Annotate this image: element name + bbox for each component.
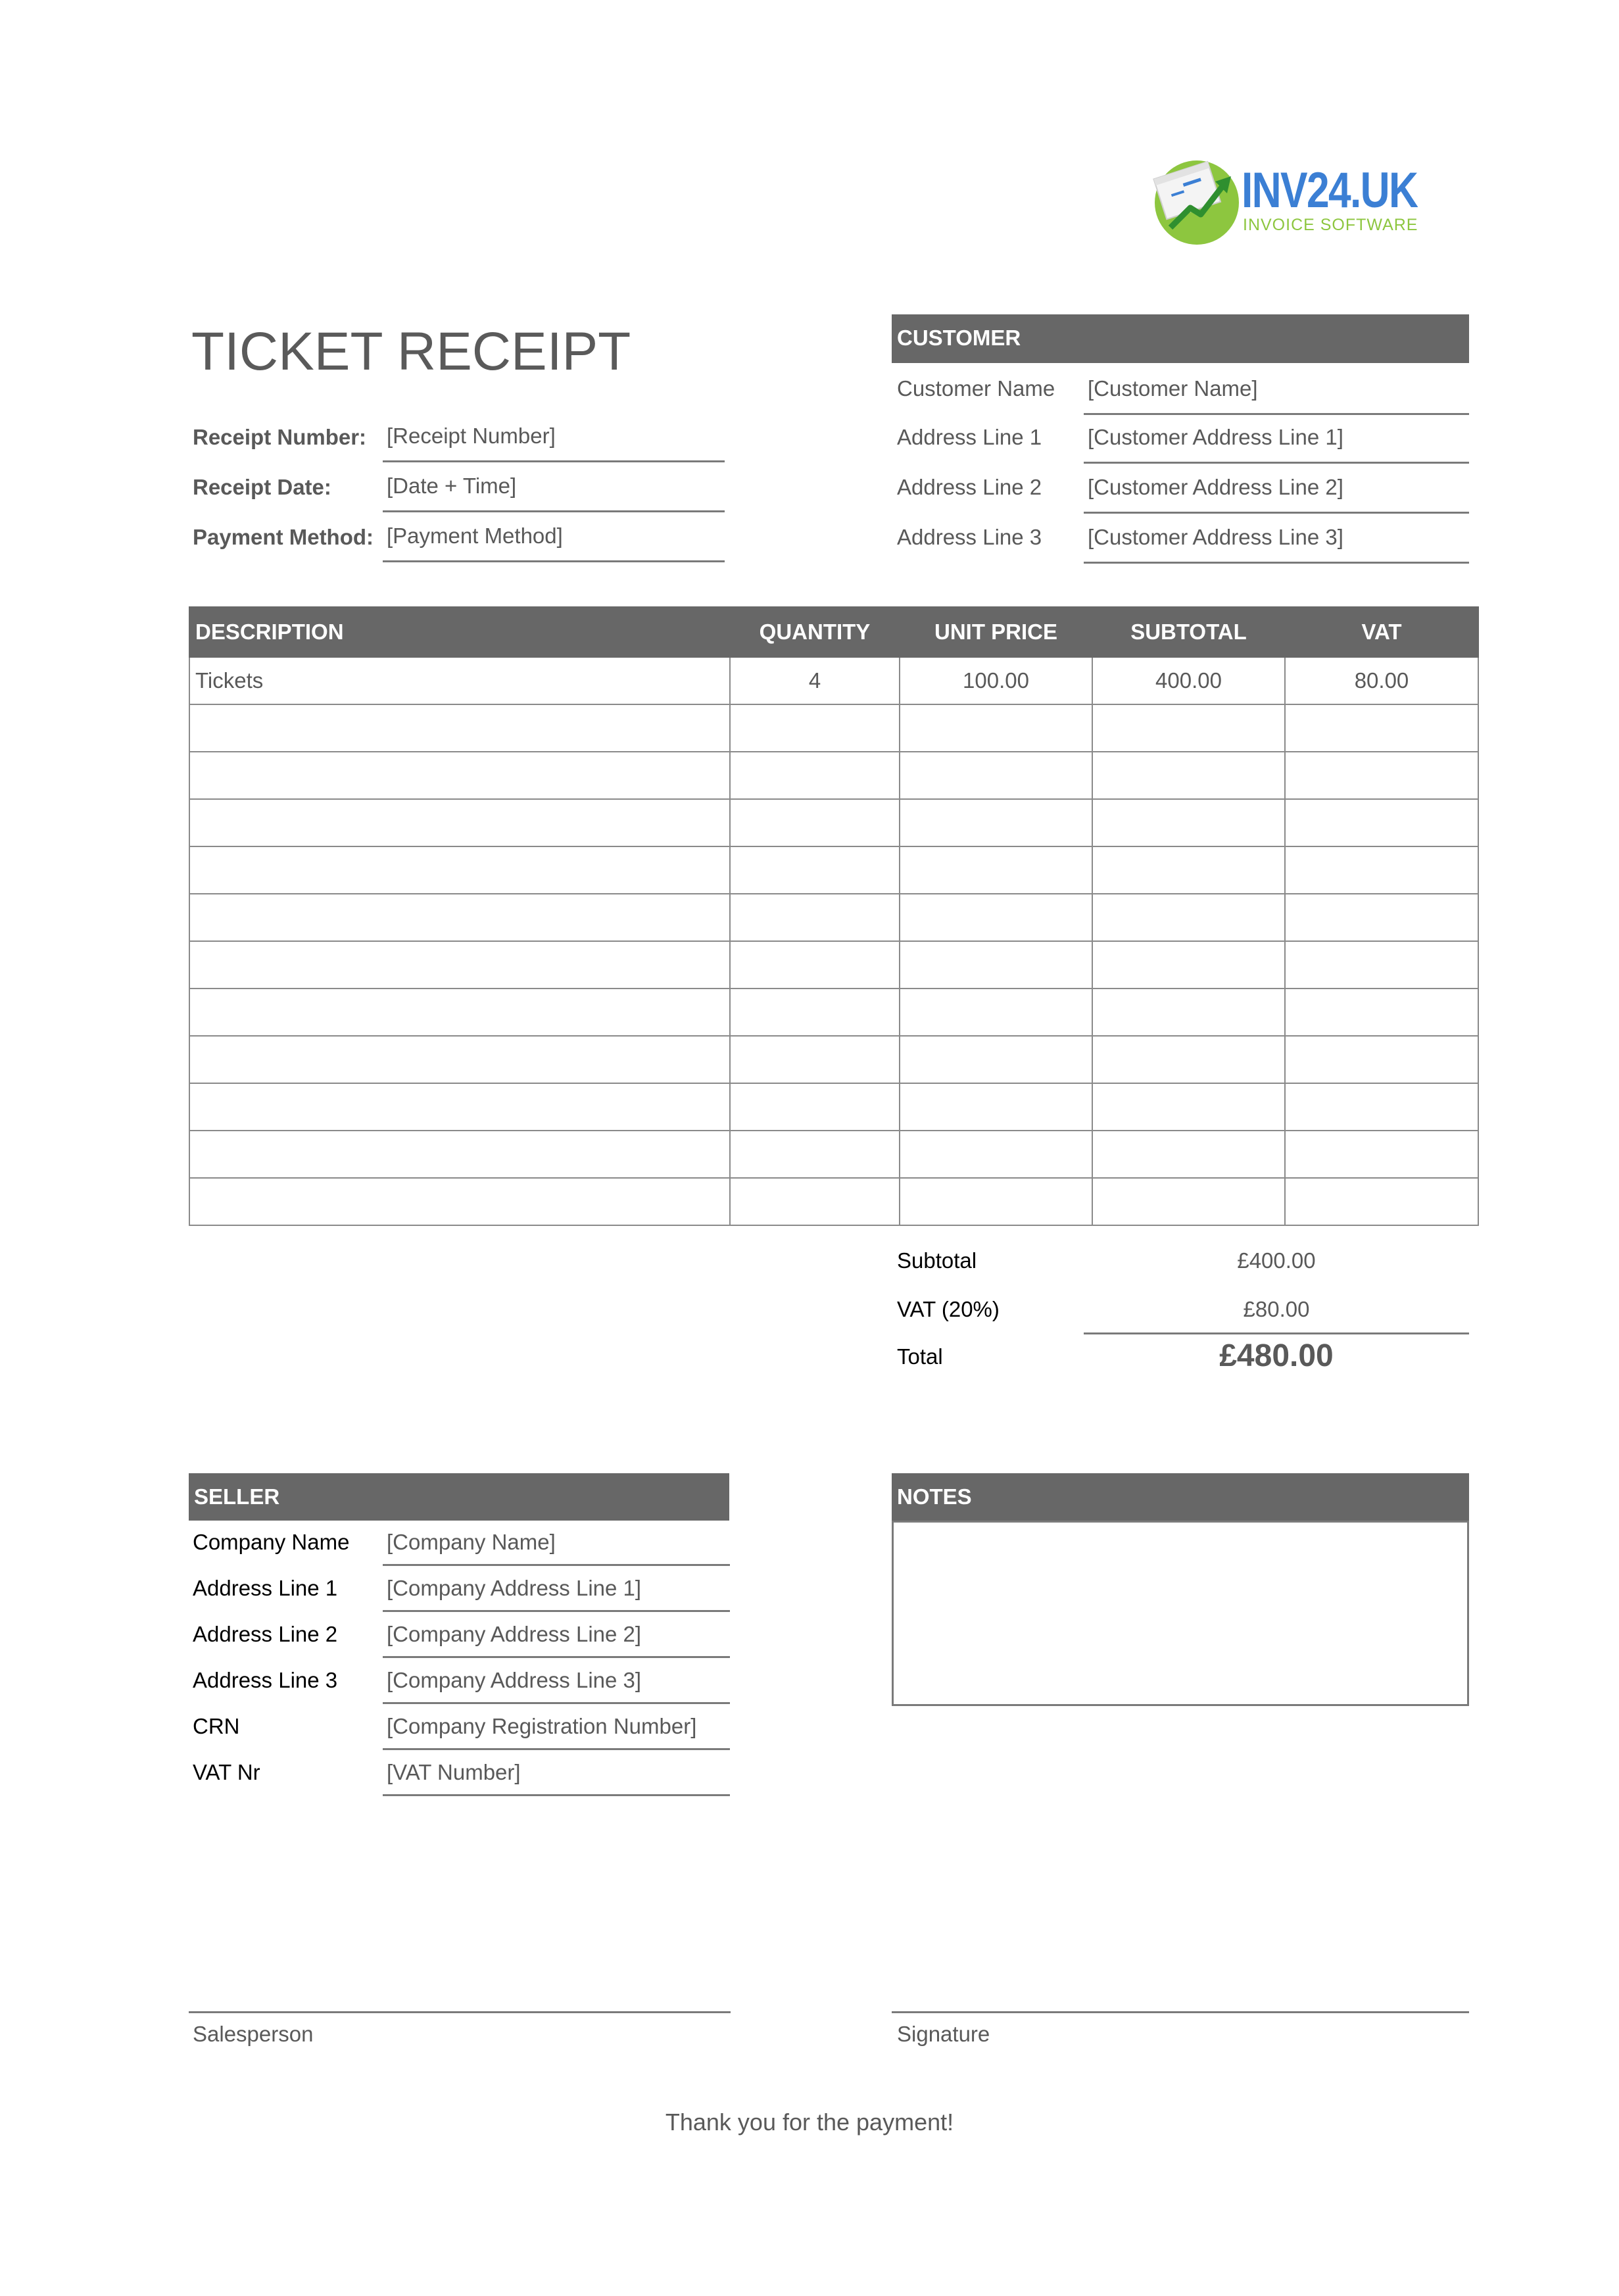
cell-quantity xyxy=(730,941,900,989)
signature-label: Signature xyxy=(897,2022,990,2046)
seller-crn-label: CRN xyxy=(193,1714,240,1738)
customer-name-label: Customer Name xyxy=(897,376,1055,401)
col-unit-price: UNIT PRICE xyxy=(900,607,1092,657)
vat-value: £80.00 xyxy=(1243,1297,1310,1321)
seller-address1-label: Address Line 1 xyxy=(193,1576,338,1600)
items-header-row xyxy=(189,607,1478,657)
cell-description: Tickets xyxy=(189,657,730,704)
cell-quantity xyxy=(730,989,900,1036)
cell-vat: 80.00 xyxy=(1285,657,1478,704)
logo-brand: INV24.UK xyxy=(1242,162,1418,218)
seller-address3-rule xyxy=(383,1702,730,1704)
cell-description xyxy=(189,846,730,894)
seller-address1-rule xyxy=(383,1610,730,1612)
customer-address1-rule xyxy=(1084,462,1469,464)
cell-subtotal xyxy=(1092,1178,1285,1225)
seller-address2-rule xyxy=(383,1656,730,1658)
payment-method-value: [Payment Method] xyxy=(387,524,563,548)
customer-address2-value: [Customer Address Line 2] xyxy=(1088,475,1343,499)
notes-header: NOTES xyxy=(892,1473,1469,1521)
cell-unit-price: 100.00 xyxy=(900,657,1092,704)
cell-unit-price xyxy=(900,894,1092,941)
table-row xyxy=(189,846,1478,894)
cell-unit-price xyxy=(900,704,1092,752)
cell-vat xyxy=(1285,894,1478,941)
customer-address1-value: [Customer Address Line 1] xyxy=(1088,425,1343,449)
cell-quantity xyxy=(730,1178,900,1225)
receipt-date-rule xyxy=(383,510,725,512)
seller-company-label: Company Name xyxy=(193,1530,350,1554)
cell-vat xyxy=(1285,941,1478,989)
cell-quantity xyxy=(730,752,900,799)
vat-label: VAT (20%) xyxy=(897,1297,1000,1321)
customer-address2-label: Address Line 2 xyxy=(897,475,1042,499)
table-row xyxy=(189,1131,1478,1178)
salesperson-line xyxy=(189,2011,731,2013)
cell-vat xyxy=(1285,989,1478,1036)
cell-quantity xyxy=(730,1083,900,1131)
cell-unit-price xyxy=(900,1178,1092,1225)
cell-subtotal xyxy=(1092,704,1285,752)
company-logo xyxy=(1144,150,1434,249)
seller-address3-value: [Company Address Line 3] xyxy=(387,1668,642,1692)
cell-quantity xyxy=(730,1131,900,1178)
cell-vat xyxy=(1285,1036,1478,1083)
customer-header: CUSTOMER xyxy=(892,314,1469,363)
total-rule xyxy=(1084,1332,1469,1334)
subtotal-value: £400.00 xyxy=(1237,1248,1316,1273)
table-row xyxy=(189,1083,1478,1131)
cell-description xyxy=(189,799,730,846)
cell-unit-price xyxy=(900,799,1092,846)
seller-vat-value: [VAT Number] xyxy=(387,1760,521,1784)
cell-subtotal xyxy=(1092,799,1285,846)
payment-method-rule xyxy=(383,560,725,562)
cell-unit-price xyxy=(900,1083,1092,1131)
customer-address1-label: Address Line 1 xyxy=(897,425,1042,449)
receipt-date-label: Receipt Date: xyxy=(193,475,331,499)
seller-company-rule xyxy=(383,1564,730,1566)
cell-subtotal xyxy=(1092,941,1285,989)
cell-subtotal xyxy=(1092,1036,1285,1083)
table-row xyxy=(189,657,1478,704)
total-value: £480.00 xyxy=(1219,1338,1334,1373)
cell-vat xyxy=(1285,799,1478,846)
seller-address2-value: [Company Address Line 2] xyxy=(387,1622,642,1646)
cell-subtotal xyxy=(1092,989,1285,1036)
seller-crn-rule xyxy=(383,1748,730,1750)
cell-subtotal xyxy=(1092,846,1285,894)
table-row xyxy=(189,1036,1478,1083)
cell-quantity xyxy=(730,1036,900,1083)
col-quantity: QUANTITY xyxy=(730,607,900,657)
receipt-date-value: [Date + Time] xyxy=(387,474,517,498)
cell-description xyxy=(189,894,730,941)
seller-address1-value: [Company Address Line 1] xyxy=(387,1576,642,1600)
payment-method-label: Payment Method: xyxy=(193,525,374,549)
cell-description xyxy=(189,1131,730,1178)
col-vat: VAT xyxy=(1285,607,1478,657)
cell-description xyxy=(189,941,730,989)
cell-quantity xyxy=(730,799,900,846)
cell-quantity: 4 xyxy=(730,657,900,704)
table-row xyxy=(189,704,1478,752)
cell-description xyxy=(189,752,730,799)
seller-address2-label: Address Line 2 xyxy=(193,1622,338,1646)
cell-vat xyxy=(1285,1178,1478,1225)
seller-header: SELLER xyxy=(189,1473,729,1521)
notes-box[interactable] xyxy=(892,1521,1469,1706)
cell-unit-price xyxy=(900,1131,1092,1178)
seller-vat-label: VAT Nr xyxy=(193,1760,260,1784)
salesperson-label: Salesperson xyxy=(193,2022,314,2046)
logo-icon xyxy=(1144,150,1243,249)
customer-name-rule xyxy=(1084,413,1469,415)
cell-vat xyxy=(1285,1131,1478,1178)
col-description: DESCRIPTION xyxy=(189,607,730,657)
receipt-number-label: Receipt Number: xyxy=(193,425,367,449)
cell-description xyxy=(189,1036,730,1083)
cell-subtotal xyxy=(1092,752,1285,799)
seller-company-value: [Company Name] xyxy=(387,1530,556,1554)
cell-unit-price xyxy=(900,941,1092,989)
table-row xyxy=(189,799,1478,846)
seller-address3-label: Address Line 3 xyxy=(193,1668,338,1692)
table-row xyxy=(189,1178,1478,1225)
cell-quantity xyxy=(730,894,900,941)
logo-tagline: INVOICE SOFTWARE xyxy=(1243,216,1418,234)
cell-vat xyxy=(1285,846,1478,894)
seller-crn-value: [Company Registration Number] xyxy=(387,1714,697,1738)
customer-name-value: [Customer Name] xyxy=(1088,376,1258,401)
receipt-number-rule xyxy=(383,460,725,462)
signature-line xyxy=(892,2011,1469,2013)
customer-address2-rule xyxy=(1084,512,1469,514)
page-title: TICKET RECEIPT xyxy=(191,322,631,381)
cell-description xyxy=(189,704,730,752)
cell-subtotal xyxy=(1092,894,1285,941)
table-row xyxy=(189,989,1478,1036)
cell-unit-price xyxy=(900,1036,1092,1083)
seller-vat-rule xyxy=(383,1794,730,1796)
cell-unit-price xyxy=(900,752,1092,799)
receipt-number-value: [Receipt Number] xyxy=(387,424,556,448)
customer-address3-label: Address Line 3 xyxy=(897,525,1042,549)
cell-subtotal xyxy=(1092,1131,1285,1178)
cell-unit-price xyxy=(900,846,1092,894)
cell-quantity xyxy=(730,846,900,894)
cell-description xyxy=(189,1178,730,1225)
cell-subtotal xyxy=(1092,1083,1285,1131)
cell-vat xyxy=(1285,752,1478,799)
cell-description xyxy=(189,1083,730,1131)
subtotal-label: Subtotal xyxy=(897,1248,977,1273)
footer-thanks: Thank you for the payment! xyxy=(665,2109,954,2136)
col-subtotal: SUBTOTAL xyxy=(1092,607,1285,657)
cell-subtotal: 400.00 xyxy=(1092,657,1285,704)
customer-address3-rule xyxy=(1084,562,1469,564)
items-table xyxy=(189,606,1479,1226)
cell-quantity xyxy=(730,704,900,752)
cell-description xyxy=(189,989,730,1036)
cell-vat xyxy=(1285,704,1478,752)
table-row xyxy=(189,894,1478,941)
table-row xyxy=(189,752,1478,799)
cell-vat xyxy=(1285,1083,1478,1131)
total-label: Total xyxy=(897,1344,943,1369)
customer-address3-value: [Customer Address Line 3] xyxy=(1088,525,1343,549)
cell-unit-price xyxy=(900,989,1092,1036)
table-row xyxy=(189,941,1478,989)
